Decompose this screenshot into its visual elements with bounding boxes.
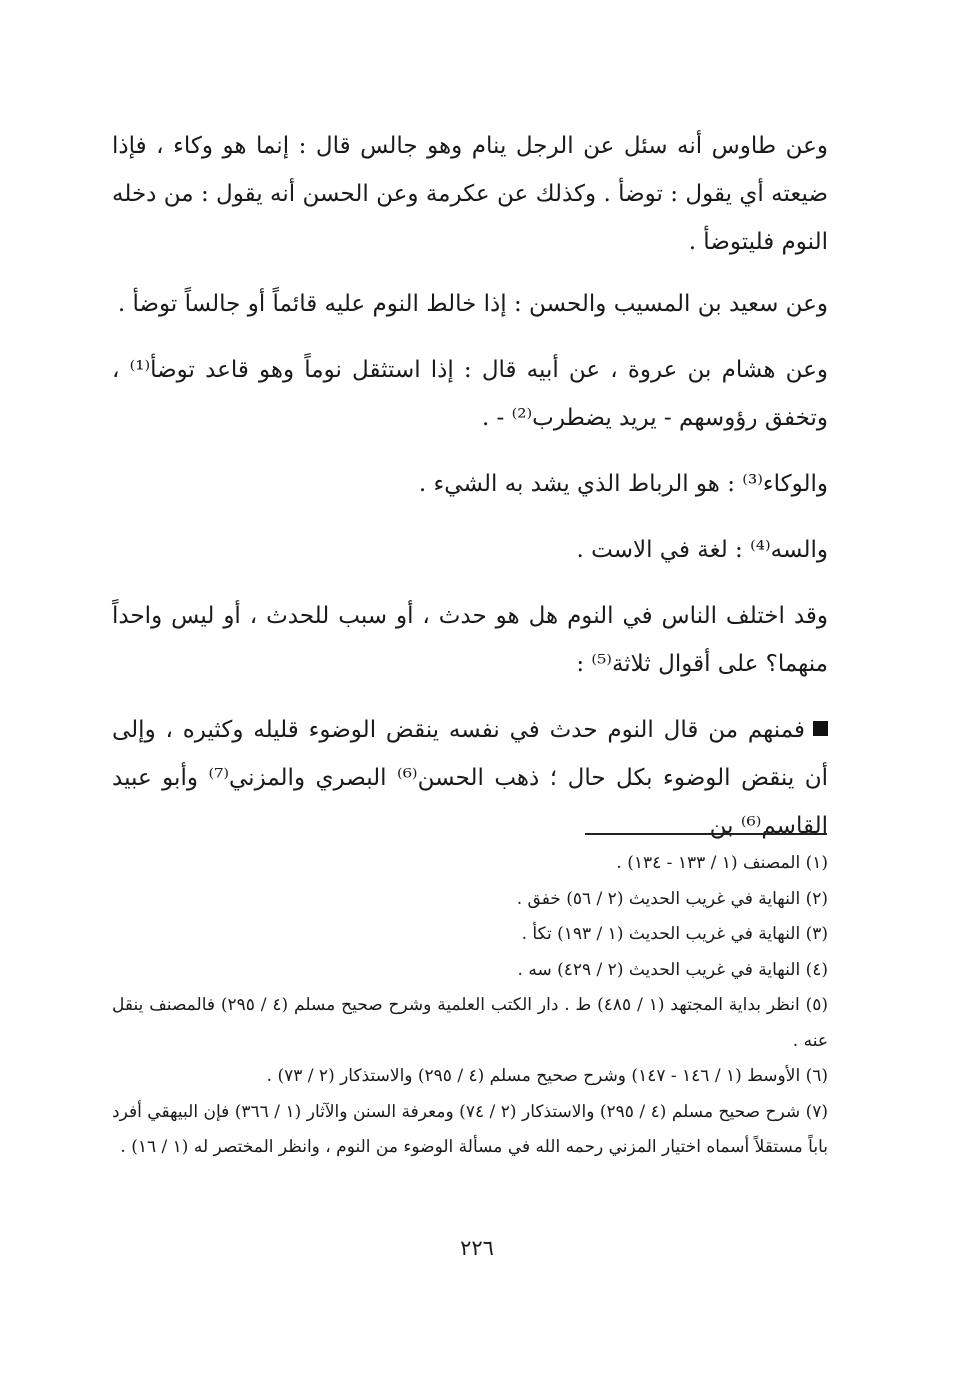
page-number: ٢٢٦ bbox=[460, 1236, 494, 1260]
paragraph-sah: والسه⁽⁴⁾ : لغة في الاست . bbox=[576, 537, 828, 563]
footnote-3: (٣) النهاية في غريب الحديث (١ / ١٩٣) تكأ . bbox=[521, 924, 828, 944]
first-opinion-text: فمنهم من قال النوم حدث في نفسه ينقض الوضوء قليله وكثيره ، وإلى أن ينقض الوضوء بكل حال ؛ ذهب الحسن⁽⁶⁾ البصري والمزني⁽⁷⁾ وأبو عبيد القاسم⁽⁶⁾ بن bbox=[112, 717, 828, 839]
square-bullet-icon bbox=[813, 721, 828, 736]
footnote-1: (١) المصنف (١ / ١٣٣ - ١٣٤) . bbox=[616, 853, 828, 873]
footnote-7: (٧) شرح صحيح مسلم (٤ / ٢٩٥) والاستذكار (٢ / ٧٤) ومعرفة السنن والآثار (١ / ٣٦٦) فإن البيهقي أفرد باباً مستقلاً أسماه اختيار المزني رحمه الله في مسألة الوضوء من النوم ، وانظر المختصر له (١ / ١٦) . bbox=[112, 1101, 828, 1157]
paragraph-saeed: وعن سعيد بن المسيب والحسن : إذا خالط النوم عليه قائماً أو جالساً توضأ . bbox=[117, 291, 828, 317]
footnote-2: (٢) النهاية في غريب الحديث (٢ / ٥٦) خفق . bbox=[516, 888, 828, 909]
footnote-6: (٦) الأوسط (١ / ١٤٦ - ١٤٧) وشرح صحيح مسلم (٤ / ٢٩٥) والاستذكار (٢ / ٧٣) . bbox=[266, 1066, 828, 1086]
paragraph-tawus: وعن طاوس أنه سئل عن الرجل ينام وهو جالس قال : إنما هو وكاء ، فإذا ضيعته أي يقول : توضأ . وكذلك عن عكرمة وعن الحسن أنه يقول : من دخله النوم فليتوضأ . bbox=[112, 133, 828, 255]
footnote-separator bbox=[585, 833, 827, 835]
paragraph-first-opinion bbox=[112, 706, 828, 850]
paragraph-ikhtilaf: وقد اختلف الناس في النوم هل هو حدث ، أو سبب للحدث ، أو ليس واحداً منهما؟ على أقوال ثلاثة⁽⁵⁾ : bbox=[112, 603, 828, 677]
main-text-body bbox=[112, 122, 828, 868]
paragraph-hisham: وعن هشام بن عروة ، عن أبيه قال : إذا استثقل نوماً وهو قاعد توضأ⁽¹⁾ ، وتخفق رؤوسهم - يريد يضطرب⁽²⁾ - . bbox=[112, 357, 828, 431]
footnote-4: (٤) النهاية في غريب الحديث (٢ / ٤٢٩) سه . bbox=[517, 959, 828, 980]
paragraph-wikaa: والوكاء⁽³⁾ : هو الرباط الذي يشد به الشيء . bbox=[418, 471, 828, 497]
footnote-5: (٥) انظر بداية المجتهد (١ / ٤٨٥) ط . دار الكتب العلمية وشرح صحيح مسلم (٤ / ٢٩٥) فالمصنف ينقل عنه . bbox=[112, 995, 828, 1051]
footnotes-section bbox=[112, 846, 828, 1166]
